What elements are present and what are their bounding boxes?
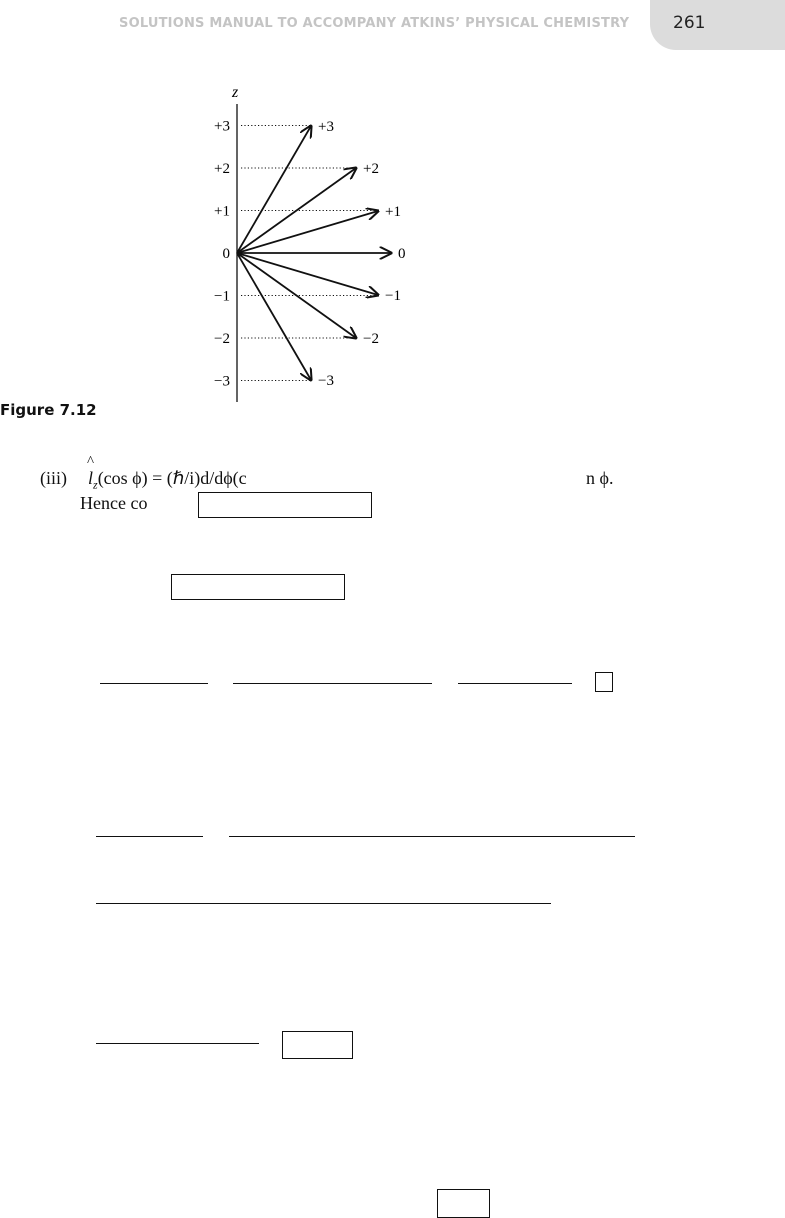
operator-subscript: z [93, 477, 98, 492]
z-axis-label: z [232, 84, 239, 101]
item-marker: (iii) [40, 468, 67, 488]
arrow-label: −2 [363, 331, 379, 347]
level-label: −2 [214, 331, 230, 347]
level-label: +1 [214, 203, 230, 220]
arrow-label: +2 [363, 161, 379, 177]
level-label: +2 [214, 161, 230, 177]
fraction-rule [96, 1043, 259, 1044]
running-head: SOLUTIONS MANUAL TO ACCOMPANY ATKINS’ PHYSICAL CHEMISTRY [119, 16, 630, 31]
arrow-label: −3 [318, 373, 334, 389]
hence-line: Hence co [80, 493, 148, 513]
level-label: −3 [214, 373, 230, 390]
level-label: 0 [222, 246, 230, 262]
redacted-box [171, 574, 345, 600]
fraction-rule [229, 836, 635, 837]
redacted-box [437, 1189, 490, 1218]
redacted-box [282, 1031, 353, 1059]
redacted-box [198, 492, 372, 518]
equation-body: (cos ϕ) = (ℏ/i)d/dϕ(c [97, 468, 247, 488]
fraction-rule [233, 683, 432, 684]
level-label: +3 [214, 118, 230, 135]
level-labels [214, 119, 230, 390]
arrow-labels [318, 119, 406, 389]
redacted-box [595, 672, 613, 692]
arrow-label: +1 [385, 204, 401, 220]
angular-momentum-figure [0, 0, 785, 430]
arrow-label: −1 [385, 288, 401, 304]
fraction-rule [96, 903, 551, 904]
figure-caption: Figure 7.12 [0, 401, 97, 419]
level-label: −1 [214, 288, 230, 305]
operator-hat: ^ [87, 454, 95, 470]
operator-l: ^ l [87, 454, 95, 488]
fraction-rule [458, 683, 572, 684]
arrow-label: 0 [398, 246, 406, 262]
page-number: 261 [673, 13, 706, 33]
equation-tail: n ϕ. [586, 468, 614, 488]
arrow-label: +3 [318, 119, 334, 135]
fraction-rule [96, 836, 203, 837]
equation-line [40, 454, 247, 493]
fraction-rule [100, 683, 208, 684]
